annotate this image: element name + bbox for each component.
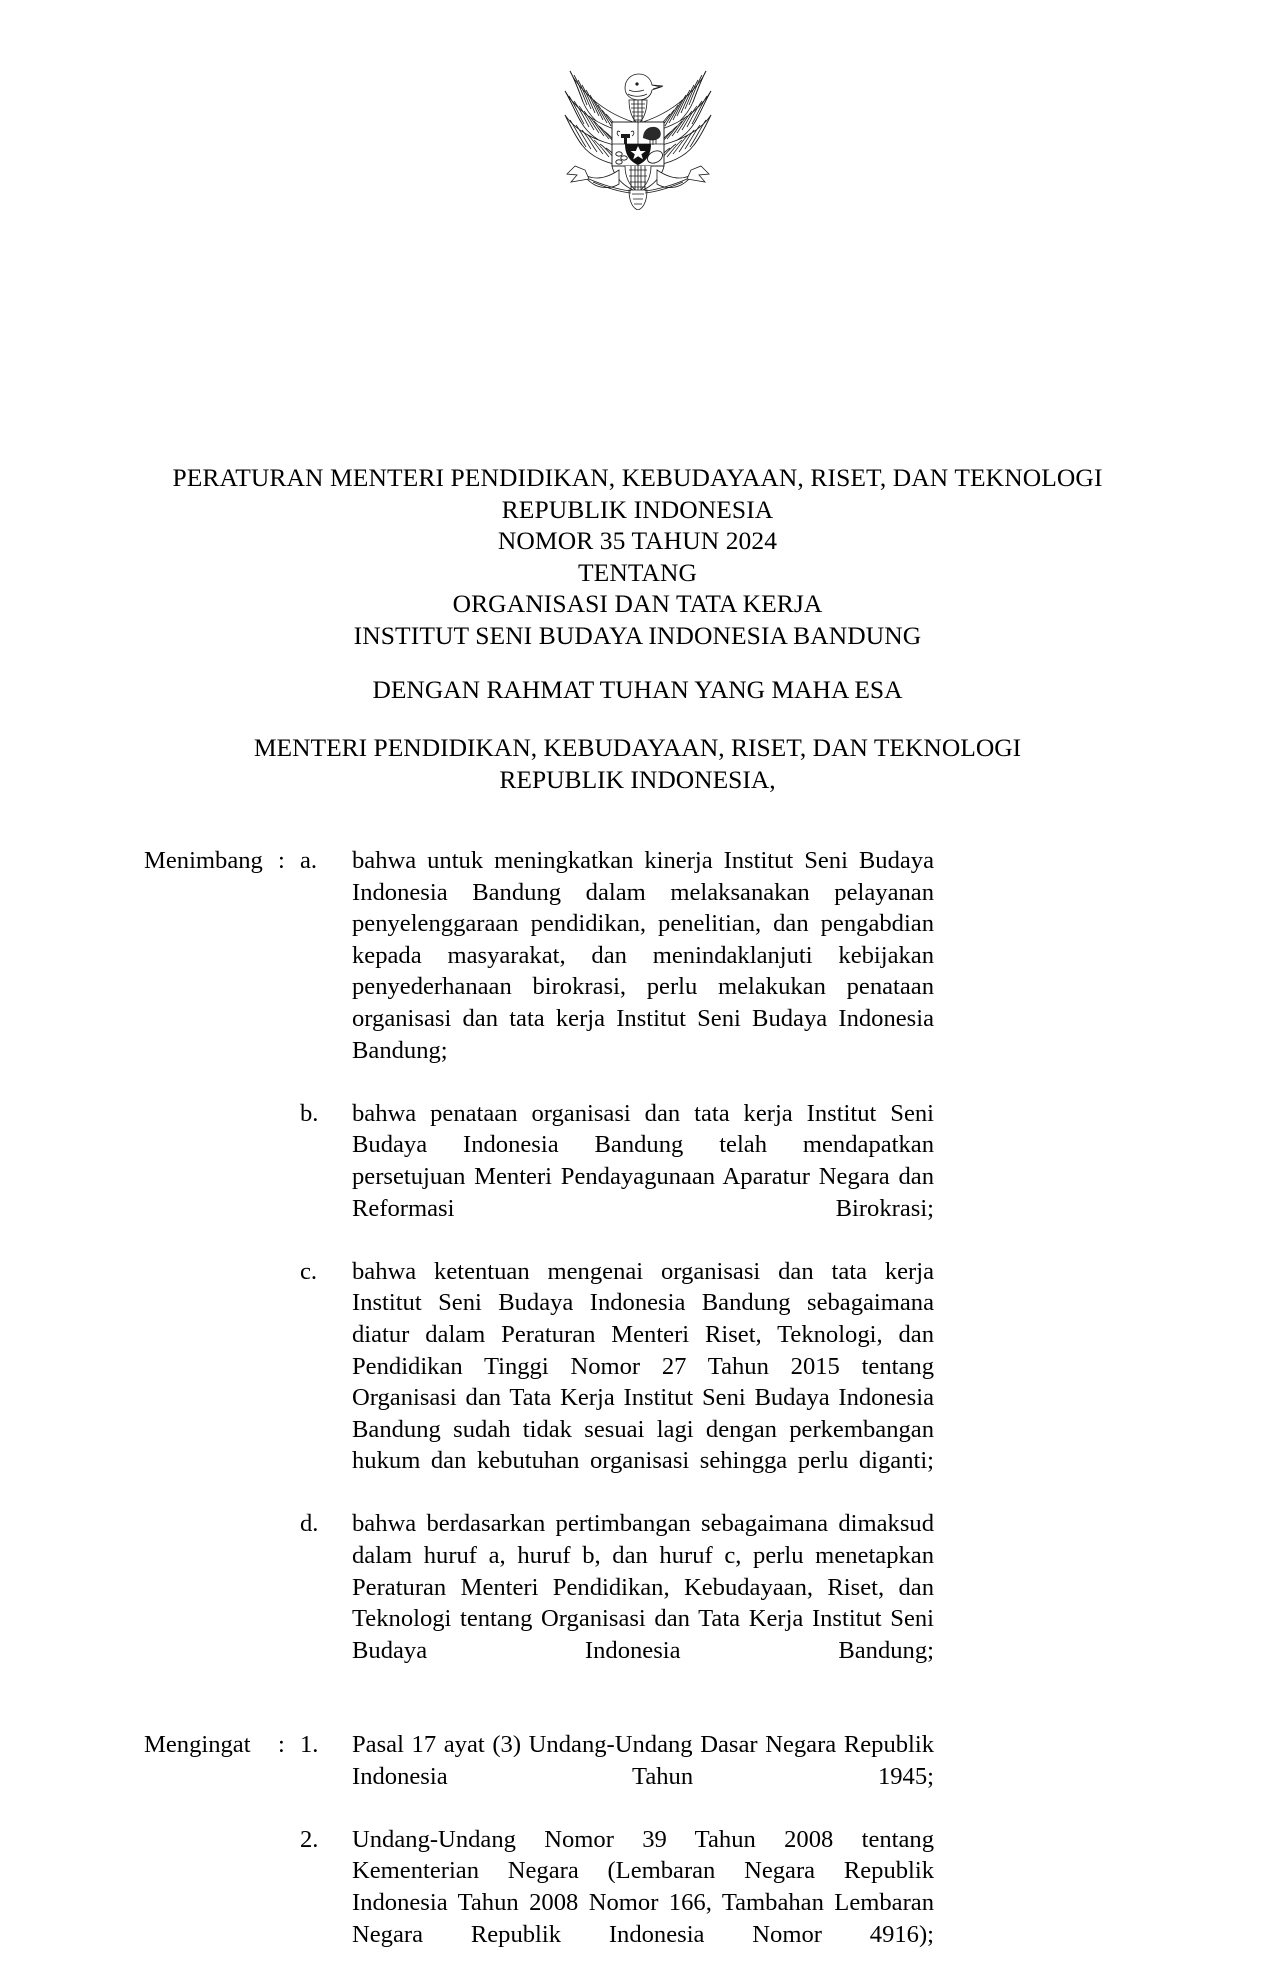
title-tentang: TENTANG bbox=[577, 557, 698, 587]
regulation-number: NOMOR 35 TAHUN 2024 bbox=[497, 526, 778, 556]
section-colon-mengingat: : bbox=[278, 1731, 285, 1759]
item-marker: 2. bbox=[300, 1825, 319, 1853]
item-text: Pasal 17 ayat (3) Undang-Undang Dasar Negara Republik Indonesia Tahun 1945; bbox=[352, 1731, 934, 1790]
item-marker: a. bbox=[300, 847, 318, 874]
section-label-menimbang: Menimbang bbox=[144, 847, 263, 874]
list-item bbox=[300, 1729, 934, 1824]
item-marker: 1. bbox=[300, 1731, 319, 1759]
item-text: Undang-Undang Nomor 39 Tahun 2008 tentang Kementerian Negara (Lembaran Negara Republik Indonesia Tahun 2008 Nomor 166, Tambahan Lembaran Negara Republik Indonesia Nomor 4916); bbox=[352, 1825, 934, 1948]
list-item bbox=[300, 1824, 934, 1982]
signatory-line-1: MENTERI PENDIDIKAN, KEBUDAYAAN, RISET, DAN TEKNOLOGI bbox=[253, 733, 1022, 762]
item-marker: b. bbox=[300, 1099, 319, 1127]
item-text: bahwa berdasarkan pertimbangan sebagaimana dimaksud dalam huruf a, huruf b, dan huruf c, perlu menetapkan Peraturan Menteri Pendidikan, Kebudayaan, Riset, dan Teknologi tentang Organisasi dan Tata Kerja Institut Seni Budaya Indonesia Bandung; bbox=[352, 1510, 934, 1664]
document-title-block bbox=[0, 462, 1275, 652]
title-subject-2: INSTITUT SENI BUDAYA INDONESIA BANDUNG bbox=[353, 621, 922, 651]
item-text: bahwa untuk meningkatkan kinerja Institut Seni Budaya Indonesia Bandung dalam melaksanakan pelayanan penyelenggaraan pendidikan, penelitian, dan pengabdian kepada masyarakat, dan menindaklanjuti kebijakan penyederhanaan birokrasi, perlu melakukan penataan organisasi dan tata kerja Institut Seni Budaya Indonesia Bandung; bbox=[352, 847, 934, 1064]
garuda-pancasila-emblem bbox=[545, 58, 731, 210]
invocation-line: DENGAN RAHMAT TUHAN YANG MAHA ESA bbox=[372, 675, 903, 704]
item-text: bahwa penataan organisasi dan tata kerja Institut Seni Budaya Indonesia Bandung telah mendapatkan persetujuan Menteri Pendayagunaan Aparatur Negara dan Reformasi Birokrasi; bbox=[352, 1099, 934, 1222]
section-items-menimbang bbox=[300, 845, 934, 1698]
section-label-mengingat: Mengingat bbox=[144, 1731, 251, 1759]
list-item bbox=[300, 1508, 934, 1698]
emblem-container bbox=[0, 58, 1275, 210]
title-line-2: REPUBLIK INDONESIA bbox=[501, 494, 774, 524]
title-subject-1: ORGANISASI DAN TATA KERJA bbox=[452, 589, 823, 619]
list-item bbox=[300, 845, 934, 1098]
item-marker: d. bbox=[300, 1510, 319, 1538]
clauses-container bbox=[144, 845, 934, 1982]
section-menimbang bbox=[144, 845, 934, 1698]
item-text: bahwa ketentuan mengenai organisasi dan tata kerja Institut Seni Budaya Indonesia Bandung sebagaimana diatur dalam Peraturan Menteri Riset, Teknologi, dan Pendidikan Tinggi Nomor 27 Tahun 2015 tentang Organisasi dan Tata Kerja Institut Seni Budaya Indonesia Bandung sudah tidak sesuai lagi dengan perkembangan hukum dan kebutuhan organisasi sehingga perlu diganti; bbox=[352, 1257, 934, 1475]
section-items-mengingat bbox=[300, 1729, 934, 1982]
item-marker: c. bbox=[300, 1257, 318, 1285]
section-mengingat bbox=[144, 1729, 934, 1982]
list-item bbox=[300, 1256, 934, 1509]
signatory-heading bbox=[0, 732, 1275, 796]
list-item bbox=[300, 1098, 934, 1256]
section-colon-menimbang: : bbox=[278, 847, 285, 874]
signatory-line-2: REPUBLIK INDONESIA, bbox=[499, 765, 776, 795]
title-line-1: PERATURAN MENTERI PENDIDIKAN, KEBUDAYAAN, RISET, DAN TEKNOLOGI bbox=[172, 463, 1103, 492]
